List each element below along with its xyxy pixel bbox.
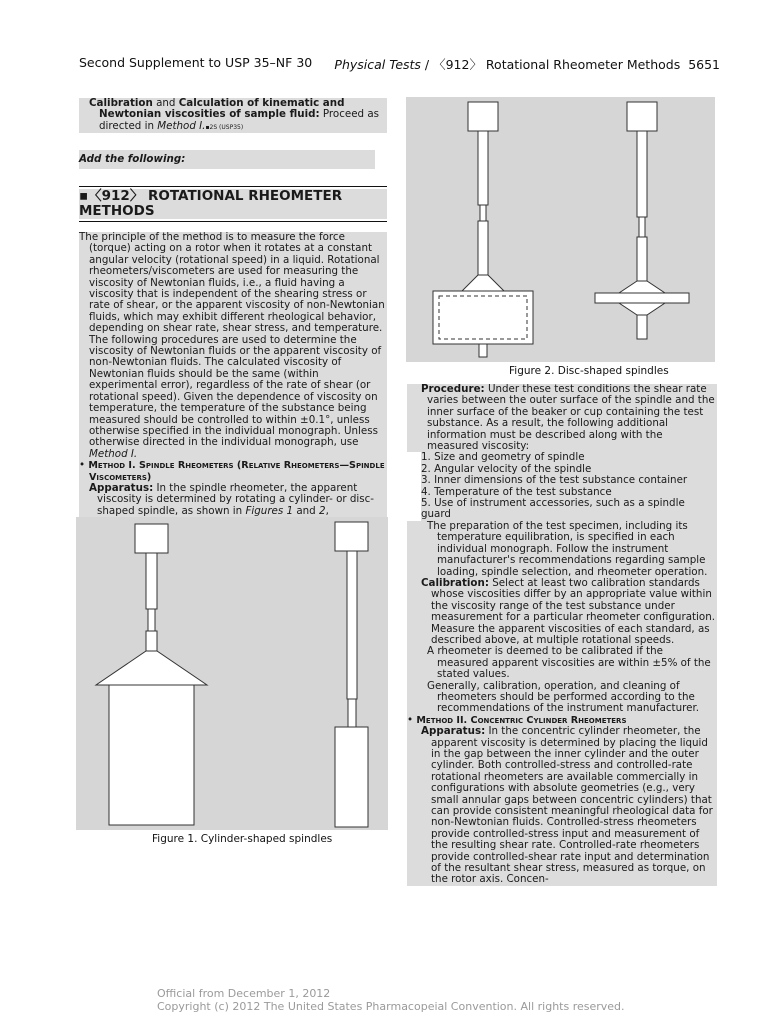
calibration-label: Calibration [89, 97, 153, 109]
apparatus-and: and [293, 504, 319, 517]
left-main-text [79, 232, 387, 529]
disc-spindle2-neck [637, 237, 647, 281]
calibration2-label: Calibration: [421, 576, 489, 589]
figure1-drawing [76, 517, 388, 830]
spindle1-shaft [146, 553, 157, 609]
procedure-label: Procedure: [421, 383, 485, 395]
section-bottom-rule [79, 221, 387, 222]
add-following-label: Add the following: [79, 153, 186, 165]
spindle2-cylinder [335, 727, 368, 827]
intro-method-ref: Method I. [89, 447, 138, 460]
spindle1-head [135, 524, 168, 553]
calibration-and: and [152, 97, 179, 109]
figure1-caption: Figure 1. Cylinder-shaped spindles [152, 833, 333, 845]
disc-spindle1-neck [478, 221, 488, 275]
spindle2-shaft [347, 551, 357, 699]
method2-title: Method II. Concentric Cylinder Rheometers [416, 714, 627, 726]
method1-title: Method I. Spindle Rheometers (Relative Rheometers—Spindle Viscometers) [88, 460, 385, 483]
step-item: 4. Temperature of the test substance [421, 487, 717, 498]
disc-spindle1-guard [433, 291, 533, 344]
revision-mark: ▪2S (USP35) [205, 123, 244, 131]
disc-spindle2-coupling [639, 217, 645, 237]
method1-bullet: • [79, 459, 86, 472]
disc-spindle2-taper-top [619, 281, 665, 293]
spindle2-coupling [348, 699, 356, 727]
spindle1-taper [96, 651, 207, 685]
calibrated-paragraph: A rheometer is deemed to be calibrated if the measured apparent viscosities are within ±5% of the stated values. [427, 645, 711, 681]
footer-official-date: Official from December 1, 2012 [157, 987, 331, 1000]
calibration-text: Proceed as directed in [99, 108, 380, 132]
running-header-left: Second Supplement to USP 35–NF 30 [79, 55, 313, 70]
footer-copyright: Copyright (c) 2012 The United States Pharmacopeial Convention. All rights reserved. [157, 1000, 625, 1013]
disc-spindle1-shaft [478, 131, 488, 205]
procedure-text: Under these test conditions the shear rate varies between the outer surface of the spindle and the inner surface of the beaker or cup containing the test substance. As a result, the following additional information must be described along with the measured viscosity: [427, 383, 715, 453]
disc-spindle2-tip [637, 315, 647, 339]
figure2-ref: 2 [319, 504, 326, 517]
apparatus-label: Apparatus: [89, 481, 154, 494]
disc-spindle2-taper-bottom [619, 303, 665, 315]
page-number: 5651 [688, 57, 720, 72]
apparatus2-label: Apparatus: [421, 725, 486, 738]
figure1-panel [76, 517, 388, 830]
header-section-title: / 〈912〉 Rotational Rheometer Methods [420, 57, 681, 72]
section-title: ▪〈912〉 ROTATIONAL RHEOMETER METHODS [79, 189, 387, 219]
apparatus-text: In the spindle rheometer, the apparent viscosity is determined by rotating a cylinder- or disc-shaped spindle, as shown in [97, 481, 375, 517]
disc-spindle2-head [627, 102, 657, 131]
disc-spindle1-head [468, 102, 498, 131]
calibration-method-ref: Method I. [157, 119, 206, 132]
figure2-drawing [406, 97, 715, 362]
header-section-italic: Physical Tests [334, 57, 421, 72]
method2-bullet: • [407, 713, 414, 726]
disc-spindle1-tip [479, 344, 487, 357]
disc-spindle1-taper [462, 275, 504, 291]
spindle1-neck [146, 631, 157, 651]
figure2-panel [406, 97, 715, 362]
calculation-label: Calculation of kinematic and Newtonian viscosities of sample fluid: [99, 97, 345, 121]
running-header-right [334, 55, 720, 73]
apparatus-end: , [325, 504, 329, 517]
step-item: 1. Size and geometry of spindle [421, 452, 717, 463]
calibration2-text: Select at least two calibration standards whose viscosities differ by an appropriate value within the viscosity range of the test substance under measurement for a particular rheometer configuration. Measure the apparent viscosities of each standard, as described above, at multiple rotational speeds. [431, 576, 715, 646]
right-main-text [407, 384, 717, 886]
figure2-caption: Figure 2. Disc-shaped spindles [509, 365, 669, 377]
calibration-block [79, 98, 387, 133]
procedure-steps [407, 452, 717, 520]
step-item: 3. Inner dimensions of the test substance container [421, 475, 717, 486]
spindle2-head [335, 522, 368, 551]
spindle1-cylinder [109, 685, 194, 825]
step-item: 5. Use of instrument accessories, such as a spindle guard [421, 498, 717, 521]
figure1-ref: Figures 1 [245, 504, 294, 517]
section-top-rule [79, 186, 387, 187]
apparatus2-text: In the concentric cylinder rheometer, the apparent viscosity is determined by placing the liquid in the gap between the inner cylinder and the outer cylinder. Both controlled-stress and controlled-rate rotational rheometers are available commercially in configurations with absolute geometries (e.g., very small annular gaps between concentric cylinders) that can provide consistent meaningful rheological data for non-Newtonian fluids. Controlled-stress rheometers provide controlled-stress input and measurement of the resulting shear rate. Controlled-rate rheometers provide controlled-shear rate input and determination of the resultant shear stress, measured as torque, on the rotor axis. Concen- [431, 725, 713, 886]
spindle1-coupling [148, 609, 155, 631]
intro-paragraph: The principle of the method is to measure the force (torque) acting on a rotor when it rotates at a constant angular velocity (rotational speed) in a liquid. Rotational rheometers/viscometers are used for measuring the viscosity of Newtonian fluids, i.e., a fluid having a viscosity that is independent of the shearing stress or rate of shear, or the apparent viscosity of non-Newtonian fluids, which may exhibit different rheological behavior, depending on shear rate, shear stress, and temperature. The following procedures are used to determine the viscosity of Newtonian fluids or the apparent viscosity of non-Newtonian fluids. The calculated viscosity of Newtonian fluids should be the same (within experimental error), regardless of the rate of shear (or rotational speed). Given the dependence of viscosity on temperature, the temperature of the substance being measured should be controlled to within ±0.1°, unless otherwise specified in the individual monograph. Unless otherwise directed in the individual monograph, use [79, 231, 385, 449]
disc-spindle2-shaft [637, 131, 647, 217]
general-paragraph: Generally, calibration, operation, and cleaning of rheometers should be performed according to the recommendations of the instrument manufacturer. [427, 679, 700, 715]
step-item: 2. Angular velocity of the spindle [421, 464, 717, 475]
disc-spindle2-disc [595, 293, 689, 303]
preparation-paragraph: The preparation of the test specimen, including its temperature equilibration, is specified in each individual monograph. Follow the instrument manufacturer's recommendations regarding sample loading, spindle selection, and rheometer operation. [427, 519, 708, 578]
disc-spindle1-coupling [480, 205, 486, 221]
add-following-box [79, 150, 375, 169]
